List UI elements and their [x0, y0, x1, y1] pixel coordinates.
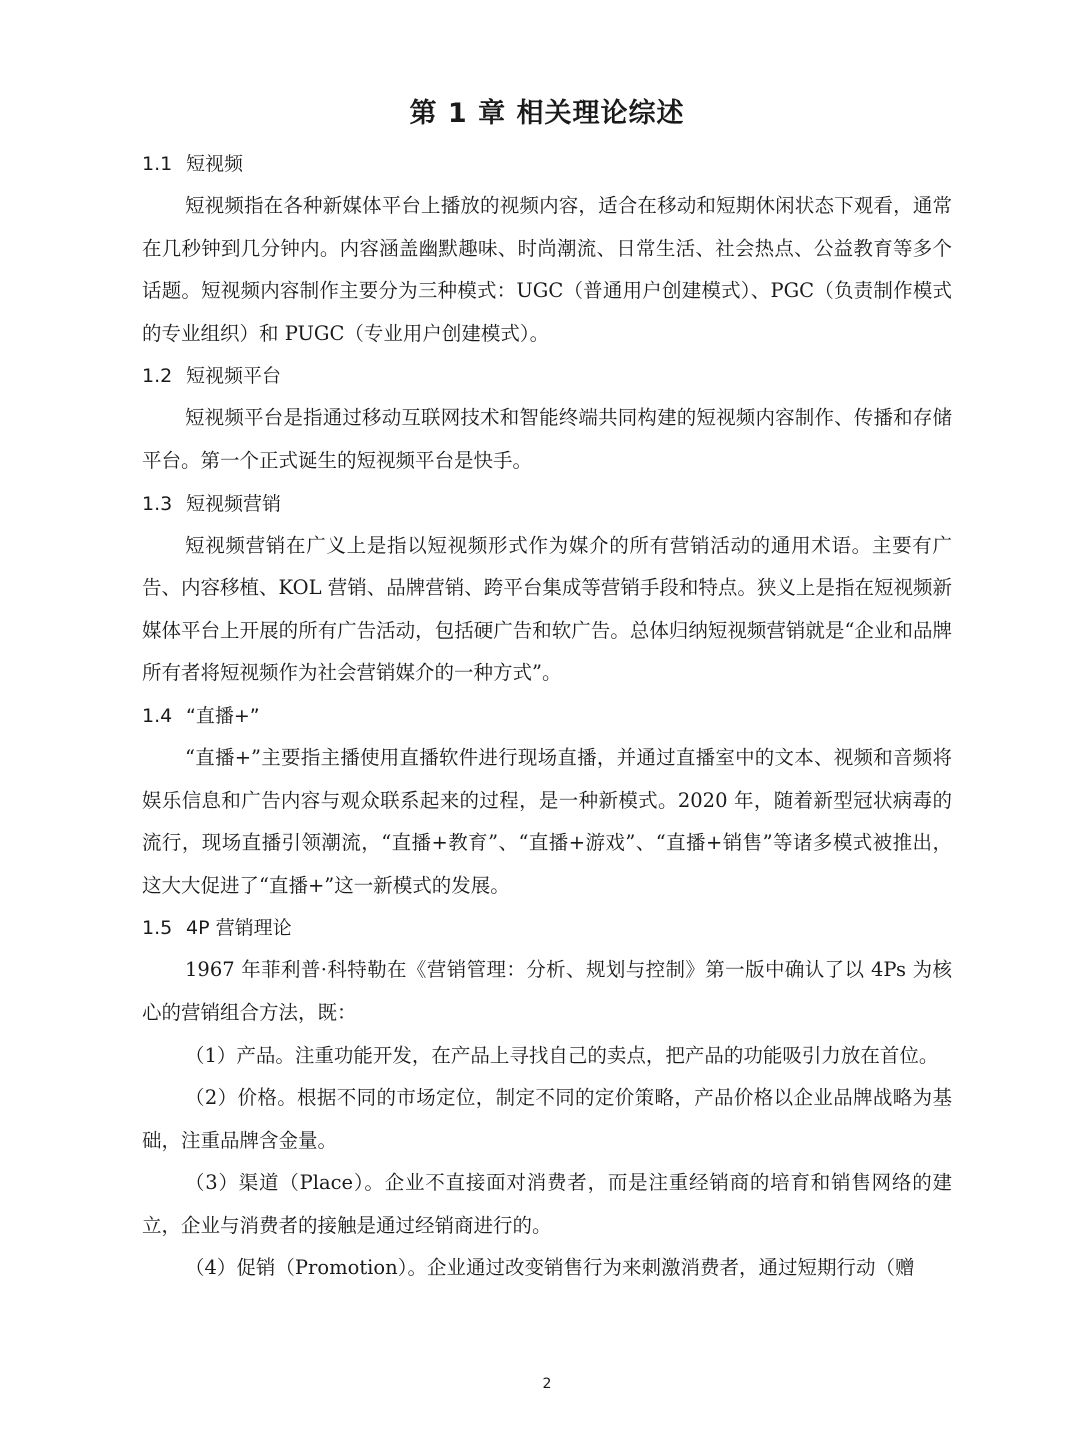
page-number: 2 [542, 1376, 552, 1392]
section-heading [142, 483, 952, 525]
section-title: 短视频 [186, 153, 244, 175]
paragraph: 短视频指在各种新媒体平台上播放的视频内容，适合在移动和短期休闲状态下观看，通常在几秒钟到几分钟内。内容涵盖幽默趣味、时尚潮流、日常生活、社会热点、公益教育等多个话题。短视频内容制作主要分为三种模式：UGC（普通用户创建模式）、PGC（负责制作模式的专业组织）和 PUGC（专业用户创建模式）。 [142, 194, 952, 345]
section-title: 短视频营销 [186, 492, 282, 515]
section-heading [142, 143, 952, 185]
list-item-product: （1）产品。注重功能开发，在产品上寻找自己的卖点，把产品的功能吸引力放在首位。 [185, 1043, 939, 1067]
paragraph: 短视频平台是指通过移动互联网技术和智能终端共同构建的短视频内容制作、传播和存储平台。第一个正式诞生的短视频平台是快手。 [142, 406, 952, 472]
section-number: 1.4 [142, 704, 173, 727]
section-title: “直播+” [186, 704, 260, 727]
document-page [142, 0, 952, 1440]
section-number: 1.2 [142, 365, 173, 388]
section-number: 1.3 [142, 492, 173, 515]
paragraph: 短视频营销在广义上是指以短视频形式作为媒介的所有营销活动的通用术语。主要有广告、内容移植、KOL 营销、品牌营销、跨平台集成等营销手段和特点。狭义上是指在短视频新媒体平台上开展的所有广告活动，包括硬广告和软广告。总体归纳短视频营销就是“企业和品牌所有者将短视频作为社会营销媒介的一种方式”。 [142, 533, 952, 685]
section-heading [142, 695, 952, 737]
chapter-title: 第 1 章 相关理论综述 [409, 98, 685, 129]
list-item-promotion: （4）促销（Promotion）。企业通过改变销售行为来刺激消费者，通过短期行动（赠 [185, 1256, 915, 1280]
section-title: 4P 营销理论 [186, 917, 292, 940]
section-number: 1.5 [142, 917, 173, 940]
document-body [142, 143, 952, 1290]
list-item-price: （2）价格。根据不同的市场定位，制定不同的定价策略，产品价格以企业品牌战略为基础，注重品牌含金量。 [142, 1086, 952, 1152]
section-heading [142, 355, 952, 397]
paragraph: “直播+”主要指主播使用直播软件进行现场直播，并通过直播室中的文本、视频和音频将娱乐信息和广告内容与观众联系起来的过程，是一种新模式。2020 年，随着新型冠状病毒的流行，现场直播引领潮流，“直播+教育”、“直播+游戏”、“直播+销售”等诸多模式被推出，这大大促进了“直播+”这一新模式的发展。 [142, 745, 952, 897]
paragraph: 1967 年菲利普·科特勒在《营销管理：分析、规划与控制》第一版中确认了以 4Ps 为核心的营销组合方法，既： [142, 958, 952, 1024]
list-item-place: （3）渠道（Place）。企业不直接面对消费者，而是注重经销商的培育和销售网络的建立，企业与消费者的接触是通过经销商进行的。 [142, 1171, 952, 1237]
section-number: 1.1 [142, 153, 173, 175]
section-title: 短视频平台 [186, 365, 282, 388]
section-heading [142, 907, 952, 949]
